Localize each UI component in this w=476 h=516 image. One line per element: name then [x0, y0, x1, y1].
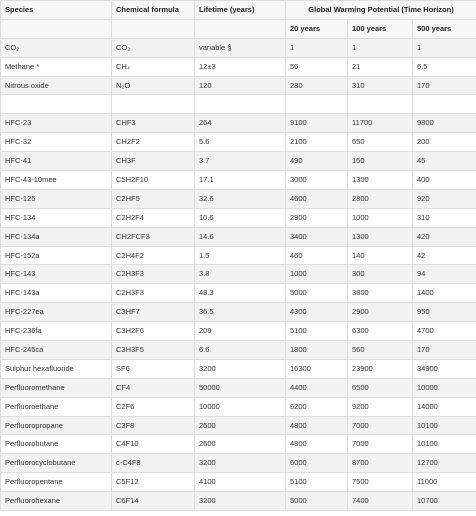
formula-cell: C2H2F4	[112, 208, 195, 227]
gwp-100-cell: 650	[348, 133, 413, 152]
gwp-20-cell: 5000	[286, 284, 348, 303]
gwp-100-cell: 2800	[348, 189, 413, 208]
gwp-500-cell: 34900	[413, 359, 476, 378]
table-row	[1, 76, 476, 95]
lifetime-cell: 2600	[195, 435, 286, 454]
gwp-500-cell: 1400	[413, 284, 476, 303]
lifetime-cell: 50000	[195, 378, 286, 397]
gwp-100-cell: 8700	[348, 454, 413, 473]
gwp-100-cell: 21	[348, 57, 413, 76]
lifetime-cell: 3.8	[195, 265, 286, 284]
gwp-100-cell: 310	[348, 76, 413, 95]
gwp-100-cell: 560	[348, 341, 413, 360]
lifetime-cell: 4100	[195, 473, 286, 492]
species-cell: Methane *	[1, 57, 112, 76]
table-row	[1, 265, 476, 284]
species-cell: HFC-236fa	[1, 322, 112, 341]
gwp-500-cell: 9800	[413, 114, 476, 133]
gwp-500-cell: 400	[413, 171, 476, 190]
gwp-100-cell: 6500	[348, 378, 413, 397]
gwp-100-cell: 2900	[348, 303, 413, 322]
subheader-blank	[1, 19, 112, 38]
gwp-500-cell: 94	[413, 265, 476, 284]
header-gwp: Global Warming Potential (Time Horizon)	[286, 1, 476, 20]
gwp-500-cell: 170	[413, 341, 476, 360]
gwp-20-cell: 5100	[286, 322, 348, 341]
table-row	[1, 341, 476, 360]
species-cell: HFC-152a	[1, 246, 112, 265]
formula-cell: CF4	[112, 378, 195, 397]
formula-cell: C2F6	[112, 397, 195, 416]
formula-cell: CH3F	[112, 152, 195, 171]
gwp-500-cell: 310	[413, 208, 476, 227]
gwp-500-cell: 950	[413, 303, 476, 322]
header-100-years: 100 years	[348, 19, 413, 38]
formula-cell: CH2F2	[112, 133, 195, 152]
formula-cell: C5F12	[112, 473, 195, 492]
subheader-blank	[112, 19, 195, 38]
species-cell: HFC-245ca	[1, 341, 112, 360]
gwp-500-cell: 200	[413, 133, 476, 152]
gwp-100-cell: 23900	[348, 359, 413, 378]
gwp-500-cell	[413, 95, 476, 114]
gwp-500-cell: 420	[413, 227, 476, 246]
formula-cell: CH₄	[112, 57, 195, 76]
species-cell: HFC-43-10mee	[1, 171, 112, 190]
gwp-20-cell: 6000	[286, 454, 348, 473]
gwp-20-cell	[286, 95, 348, 114]
species-cell: HFC-134a	[1, 227, 112, 246]
lifetime-cell: 209	[195, 322, 286, 341]
table-body	[1, 38, 476, 510]
table-row	[1, 227, 476, 246]
gwp-100-cell: 9200	[348, 397, 413, 416]
subheader-row	[1, 19, 476, 38]
lifetime-cell: 1.5	[195, 246, 286, 265]
gwp-100-cell: 1000	[348, 208, 413, 227]
table-row	[1, 114, 476, 133]
gwp-20-cell: 460	[286, 246, 348, 265]
species-cell: HFC-143	[1, 265, 112, 284]
gwp-20-cell: 16300	[286, 359, 348, 378]
header-formula: Chemical formula	[112, 1, 195, 20]
gwp-500-cell: 45	[413, 152, 476, 171]
formula-cell: SF6	[112, 359, 195, 378]
header-lifetime: Lifetime (years)	[195, 1, 286, 20]
formula-cell: C3F8	[112, 416, 195, 435]
table-row	[1, 57, 476, 76]
lifetime-cell: 264	[195, 114, 286, 133]
gwp-500-cell: 10100	[413, 435, 476, 454]
lifetime-cell: 32.6	[195, 189, 286, 208]
gwp-20-cell: 490	[286, 152, 348, 171]
lifetime-cell: 12±3	[195, 57, 286, 76]
formula-cell: c-C4F8	[112, 454, 195, 473]
formula-cell: N₂O	[112, 76, 195, 95]
gwp-100-cell: 7000	[348, 435, 413, 454]
gwp-500-cell: 14000	[413, 397, 476, 416]
lifetime-cell	[195, 95, 286, 114]
species-cell: Perfluoropropane	[1, 416, 112, 435]
gwp-20-cell: 1	[286, 38, 348, 57]
formula-cell: CHF3	[112, 114, 195, 133]
table-row	[1, 246, 476, 265]
gwp-100-cell: 150	[348, 152, 413, 171]
formula-cell: CH2FCF3	[112, 227, 195, 246]
species-cell: Perfluoromethane	[1, 378, 112, 397]
gwp-100-cell: 1	[348, 38, 413, 57]
species-cell: Perfluoropentane	[1, 473, 112, 492]
table-row	[1, 208, 476, 227]
lifetime-cell: 10000	[195, 397, 286, 416]
species-cell: CO₂	[1, 38, 112, 57]
gwp-100-cell: 1300	[348, 171, 413, 190]
gwp-20-cell: 4800	[286, 435, 348, 454]
species-cell: HFC-125	[1, 189, 112, 208]
species-cell: HFC-23	[1, 114, 112, 133]
gwp-500-cell: 10100	[413, 416, 476, 435]
formula-cell: C2H4F2	[112, 246, 195, 265]
species-cell: Perfluorocyclobutane	[1, 454, 112, 473]
gwp-100-cell: 140	[348, 246, 413, 265]
table-row	[1, 95, 476, 114]
gwp-20-cell: 2100	[286, 133, 348, 152]
gwp-100-cell: 7500	[348, 473, 413, 492]
gwp-500-cell: 6.5	[413, 57, 476, 76]
gwp-20-cell: 2900	[286, 208, 348, 227]
formula-cell: C3HF7	[112, 303, 195, 322]
species-cell: HFC-143a	[1, 284, 112, 303]
header-row	[1, 1, 476, 20]
formula-cell: C2HF5	[112, 189, 195, 208]
species-cell: HFC-41	[1, 152, 112, 171]
table-row	[1, 435, 476, 454]
gwp-20-cell: 4600	[286, 189, 348, 208]
gwp-500-cell: 1	[413, 38, 476, 57]
lifetime-cell: 3.7	[195, 152, 286, 171]
table-row	[1, 397, 476, 416]
table-row	[1, 38, 476, 57]
gwp-20-cell: 6200	[286, 397, 348, 416]
table-row	[1, 303, 476, 322]
lifetime-cell: 3200	[195, 359, 286, 378]
formula-cell: C5H2F10	[112, 171, 195, 190]
species-cell: Perfluorohexane	[1, 492, 112, 511]
formula-cell: C6F14	[112, 492, 195, 511]
formula-cell: C2H3F3	[112, 284, 195, 303]
species-cell: Sulphur hexafluoride	[1, 359, 112, 378]
gwp-500-cell: 11000	[413, 473, 476, 492]
formula-cell: C3H3F5	[112, 341, 195, 360]
lifetime-cell: 14.6	[195, 227, 286, 246]
species-cell: HFC-134	[1, 208, 112, 227]
formula-cell: C4F10	[112, 435, 195, 454]
table-row	[1, 378, 476, 397]
header-20-years: 20 years	[286, 19, 348, 38]
table-row	[1, 322, 476, 341]
table-row	[1, 284, 476, 303]
formula-cell: C3H2F6	[112, 322, 195, 341]
gwp-20-cell: 4300	[286, 303, 348, 322]
table-row	[1, 171, 476, 190]
lifetime-cell: 120	[195, 76, 286, 95]
species-cell: Nitrous oxide	[1, 76, 112, 95]
header-species: Species	[1, 1, 112, 20]
lifetime-cell: 36.5	[195, 303, 286, 322]
gwp-100-cell: 7400	[348, 492, 413, 511]
gwp-20-cell: 3400	[286, 227, 348, 246]
table-row	[1, 492, 476, 511]
species-cell	[1, 95, 112, 114]
table-row	[1, 133, 476, 152]
gwp-20-cell: 280	[286, 76, 348, 95]
lifetime-cell: 3200	[195, 454, 286, 473]
gwp-500-cell: 42	[413, 246, 476, 265]
table-row	[1, 416, 476, 435]
gwp-100-cell: 3800	[348, 284, 413, 303]
subheader-blank	[195, 19, 286, 38]
species-cell: HFC-32	[1, 133, 112, 152]
gwp-20-cell: 1800	[286, 341, 348, 360]
gwp-20-cell: 4800	[286, 416, 348, 435]
lifetime-cell: 48.3	[195, 284, 286, 303]
gwp-500-cell: 170	[413, 76, 476, 95]
species-cell: Perfluorobutane	[1, 435, 112, 454]
gwp-100-cell: 7000	[348, 416, 413, 435]
gwp-500-cell: 10700	[413, 492, 476, 511]
formula-cell	[112, 95, 195, 114]
gwp-500-cell: 920	[413, 189, 476, 208]
gwp-20-cell: 56	[286, 57, 348, 76]
lifetime-cell: 2600	[195, 416, 286, 435]
gwp-100-cell: 1300	[348, 227, 413, 246]
table-row	[1, 359, 476, 378]
table-row	[1, 189, 476, 208]
lifetime-cell: 3200	[195, 492, 286, 511]
lifetime-cell: 10.6	[195, 208, 286, 227]
formula-cell: C2H3F3	[112, 265, 195, 284]
header-500-years: 500 years	[413, 19, 476, 38]
formula-cell: CO₂	[112, 38, 195, 57]
table-row	[1, 473, 476, 492]
gwp-20-cell: 4400	[286, 378, 348, 397]
gwp-20-cell: 5000	[286, 492, 348, 511]
gwp-500-cell: 12700	[413, 454, 476, 473]
species-cell: Perfluoroethane	[1, 397, 112, 416]
lifetime-cell: variable §	[195, 38, 286, 57]
lifetime-cell: 6.6	[195, 341, 286, 360]
gwp-100-cell: 6300	[348, 322, 413, 341]
species-cell: HFC-227ea	[1, 303, 112, 322]
gwp-20-cell: 5100	[286, 473, 348, 492]
gwp-100-cell: 300	[348, 265, 413, 284]
gwp-20-cell: 3000	[286, 171, 348, 190]
gwp-100-cell: 11700	[348, 114, 413, 133]
lifetime-cell: 17.1	[195, 171, 286, 190]
table-row	[1, 152, 476, 171]
gwp-500-cell: 10000	[413, 378, 476, 397]
lifetime-cell: 5.6	[195, 133, 286, 152]
gwp-100-cell	[348, 95, 413, 114]
gwp-500-cell: 4700	[413, 322, 476, 341]
gwp-20-cell: 9100	[286, 114, 348, 133]
table-row	[1, 454, 476, 473]
gwp-20-cell: 1000	[286, 265, 348, 284]
